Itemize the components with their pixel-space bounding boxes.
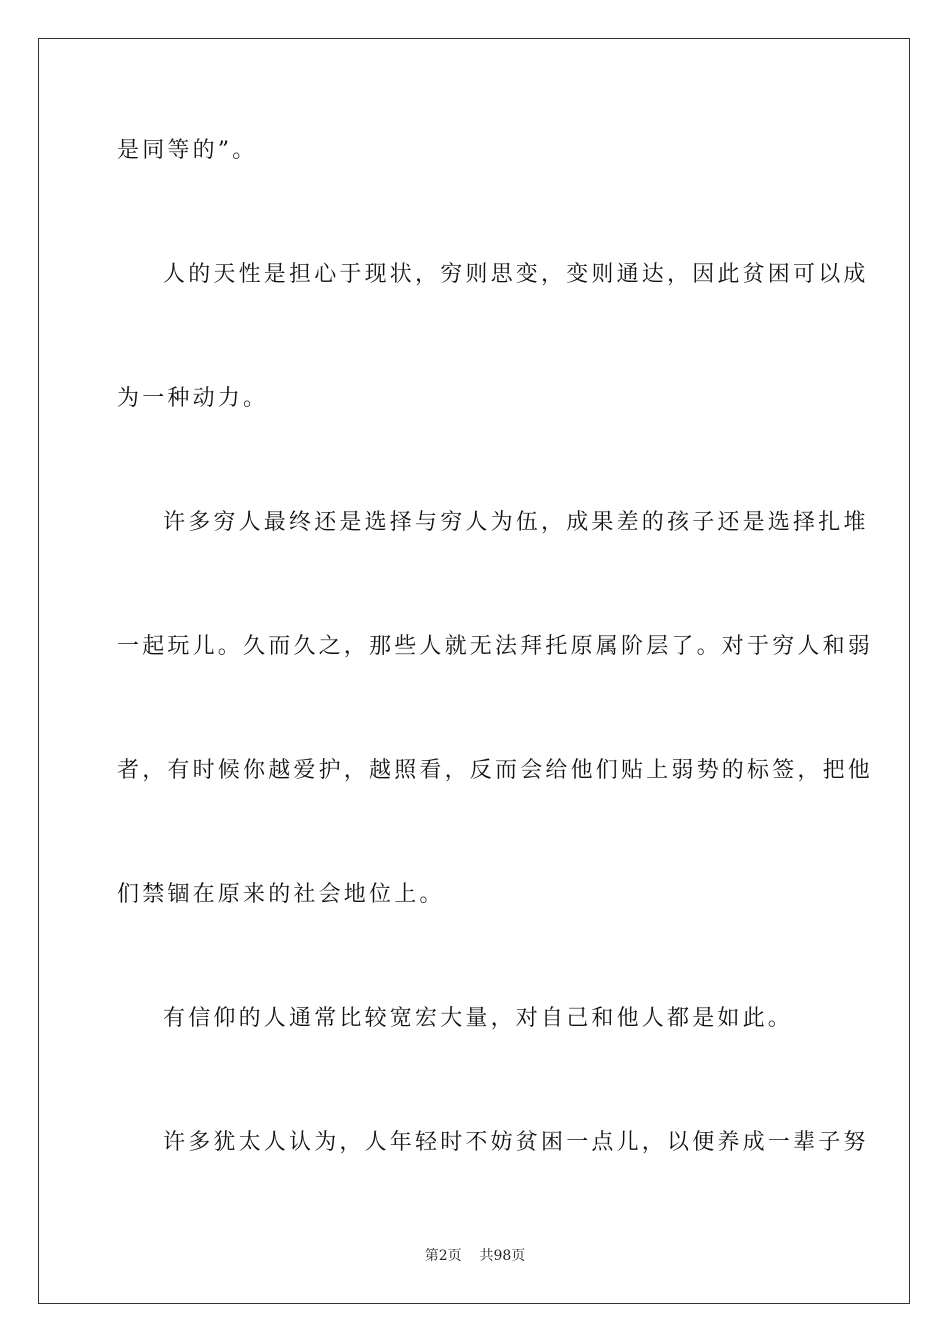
paragraph-line: 人的天性是担心于现状，穷则思变，变则通达，因此贫困可以成: [163, 262, 869, 287]
paragraph-line: 是同等的”。: [117, 138, 258, 163]
paragraph-line: 们禁锢在原来的社会地位上。: [117, 882, 445, 907]
paragraph-line: 许多穷人最终还是选择与穷人为伍，成果差的孩子还是选择扎堆: [163, 510, 869, 535]
paragraph-line: 一起玩儿。久而久之，那些人就无法拜托原属阶层了。对于穷人和弱: [117, 634, 874, 659]
page-number-footer: 第2页 共98页: [424, 1248, 526, 1264]
paragraph-line: 有信仰的人通常比较宽宏大量，对自己和他人都是如此。: [163, 1006, 794, 1031]
paragraph-line: 者，有时候你越爱护，越照看，反而会给他们贴上弱势的标签，把他: [117, 758, 874, 783]
page-border: [38, 38, 910, 1304]
paragraph-line: 为一种动力。: [117, 386, 269, 411]
paragraph-line: 许多犹太人认为，人年轻时不妨贫困一点儿，以便养成一辈子努: [163, 1130, 869, 1155]
